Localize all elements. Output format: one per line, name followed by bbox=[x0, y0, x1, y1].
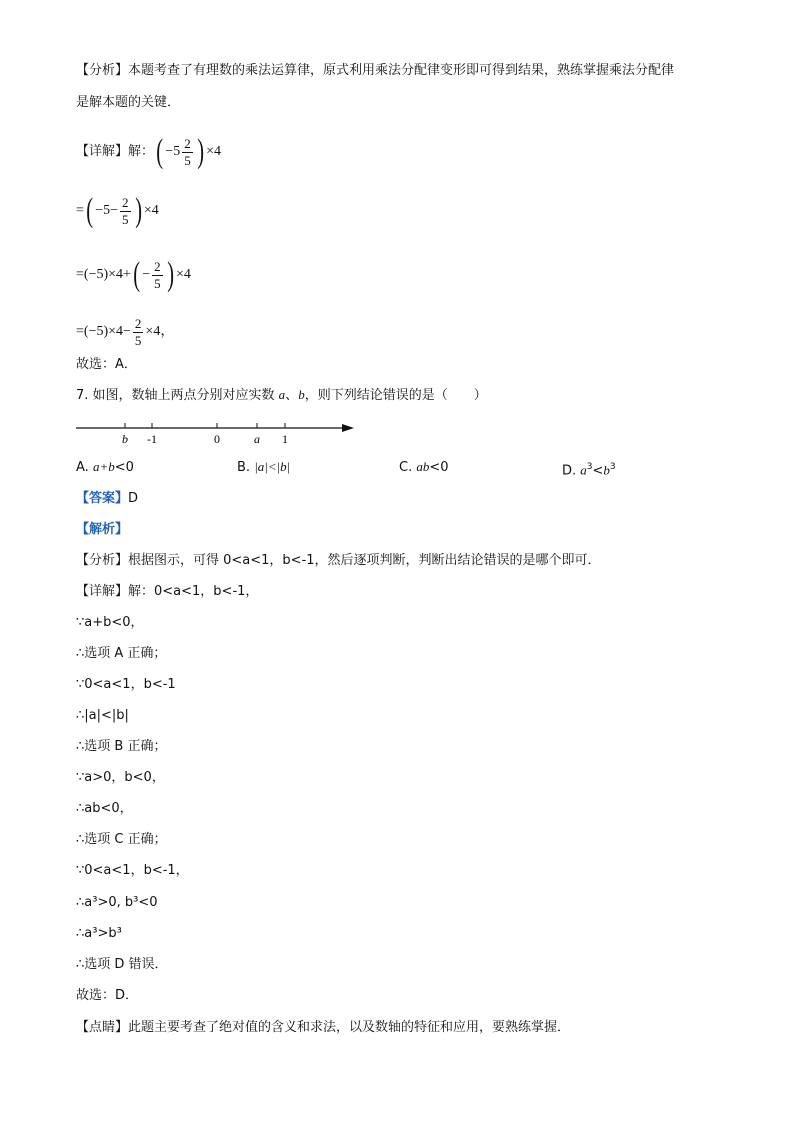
axis-label-a: a bbox=[254, 432, 260, 446]
step: ∵a+b<0， bbox=[76, 615, 144, 630]
analysis-text-line1: 【分析】本题考查了有理数的乘法运算律，原式利用乘法分配律变形即可得到结果，熟练掌握乘法分配律 bbox=[76, 63, 675, 78]
analysis-text-line2: 是解本题的关键． bbox=[76, 95, 181, 110]
detail-expr-4: = (−5)×4− $\frac{2}{5}$ ×4， bbox=[76, 315, 175, 348]
step: ∴|a|<|b| bbox=[76, 708, 129, 723]
axis-label-zero: 0 bbox=[214, 432, 220, 446]
detail-2-first: 【详解】解：0<a<1，b<-1， bbox=[76, 584, 259, 599]
step: ∴a³>0, b³<0 bbox=[76, 895, 158, 910]
detail-expr-1: 【详解】解： ( −5 $\frac{2}{5}$ ) ×4 bbox=[76, 133, 221, 170]
option-c[interactable]: C. ab<0 bbox=[399, 459, 449, 475]
number-line-figure bbox=[76, 416, 366, 452]
step: 故选：D． bbox=[76, 988, 139, 1003]
step: ∴选项 B 正确； bbox=[76, 739, 167, 754]
step: ∴选项 C 正确； bbox=[76, 832, 167, 847]
question-7-options bbox=[76, 457, 726, 477]
step: ∵0<a<1，b<-1， bbox=[76, 863, 189, 878]
fraction: $\frac{2}{5}$ bbox=[154, 258, 161, 291]
answer-text-1: 故选：A． bbox=[76, 357, 137, 372]
explain-label: 【解析】 bbox=[76, 522, 129, 537]
step: ∴a³>b³ bbox=[76, 926, 122, 941]
step: ∵a>0，b<0， bbox=[76, 770, 165, 785]
option-a[interactable]: A. a+b<0 bbox=[76, 459, 134, 475]
answer-line: 【答案】D bbox=[76, 491, 139, 506]
detail-label: 【详解】解： bbox=[76, 144, 155, 159]
axis-label-m1: -1 bbox=[147, 432, 157, 446]
step: ∴ab<0， bbox=[76, 801, 133, 816]
detail-expr-3: = (−5)×4+ ( − $\frac{2}{5}$ ) ×4 bbox=[76, 256, 191, 293]
option-b[interactable]: B. |a|<|b| bbox=[237, 459, 291, 475]
step: ∴选项 D 错误． bbox=[76, 957, 168, 972]
comment: 【点睛】此题主要考查了绝对值的含义和求法，以及数轴的特征和应用，要熟练掌握． bbox=[76, 1020, 571, 1035]
axis-label-one: 1 bbox=[282, 432, 288, 446]
fraction: $\frac{2}{5}$ bbox=[122, 194, 129, 227]
question-7-stem: 7. 如图，数轴上两点分别对应实数 a、b，则下列结论错误的是（ ） bbox=[76, 387, 487, 403]
step: ∵0<a<1，b<-1 bbox=[76, 677, 176, 692]
option-d[interactable]: D. $a^3<b^3$ bbox=[562, 462, 616, 479]
detail-expr-2: = ( −5− $\frac{2}{5}$ ) ×4 bbox=[76, 192, 159, 229]
fraction: $\frac{2}{5}$ bbox=[184, 135, 191, 168]
arrow-right-icon bbox=[342, 424, 354, 432]
step: ∴选项 A 正确； bbox=[76, 646, 167, 661]
fraction: $\frac{2}{5}$ bbox=[134, 315, 142, 348]
analysis-2: 【分析】根据图示，可得 0<a<1，b<-1，然后逐项判断，判断出结论错误的是哪个即可． bbox=[76, 553, 601, 568]
axis-label-b: b bbox=[122, 432, 128, 446]
